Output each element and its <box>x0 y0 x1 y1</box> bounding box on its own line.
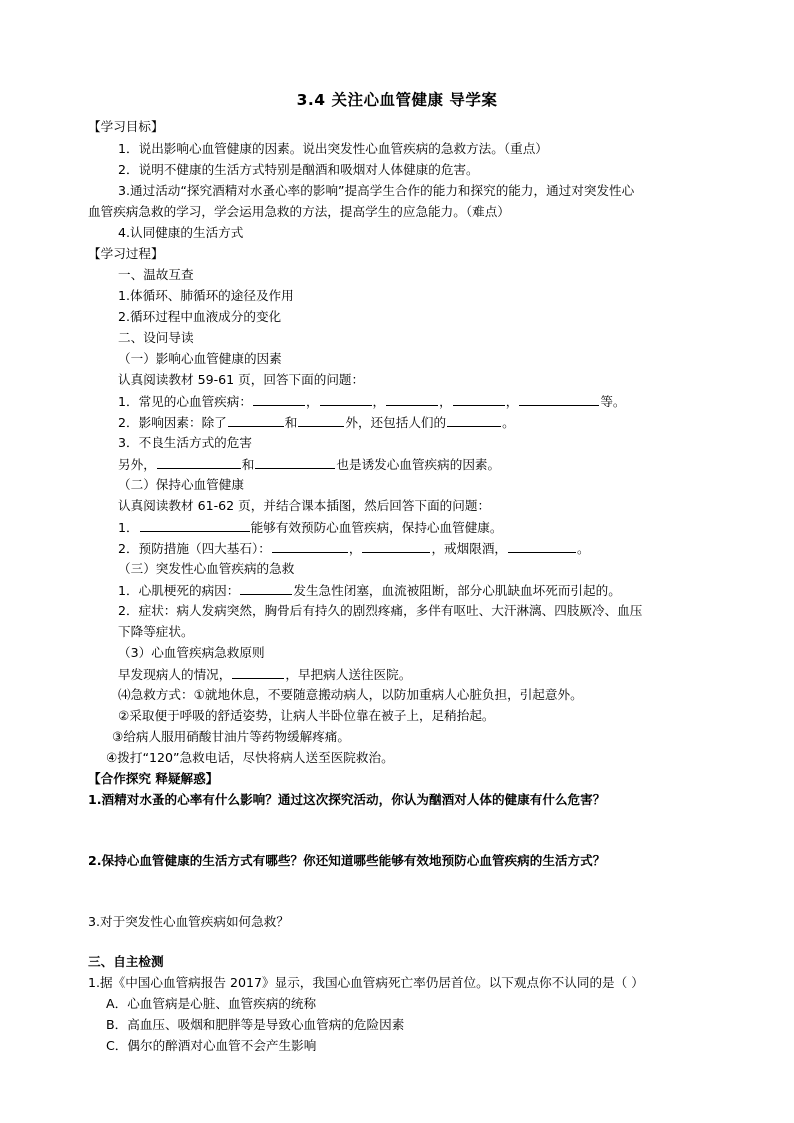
part1-q3: 3．不良生活方式的危害 <box>118 435 252 450</box>
q3-suffix: ，早把病人送往医院。 <box>285 667 412 682</box>
objectives-heading: 【学习目标】 <box>88 119 164 134</box>
part3-heading: （三）突发性心血管疾病的急救 <box>118 561 295 576</box>
answer-blank[interactable] <box>228 413 284 427</box>
q2-mid: 外，还包括人们的 <box>345 415 447 430</box>
objective-item: 3.通过活动“探究酒精对水蚤心率的影响”提高学生合作的能力和探究的能力，通过对突发性心 <box>118 183 635 198</box>
part3-q4-line1: ⑷急救方式：①就地休息，不要随意搬动病人，以防加重病人心脏负担，引起意外。 <box>118 687 583 702</box>
q2-suffix: 。 <box>502 415 515 430</box>
part2-q1 <box>118 518 502 537</box>
q1-suffix: 能够有效预防心血管疾病，保持心血管健康。 <box>250 520 503 535</box>
part3-q1 <box>118 581 621 600</box>
part2-heading: （二）保持心血管健康 <box>118 477 244 492</box>
q3-suffix: 也是诱发心血管疾病的因素。 <box>336 457 501 472</box>
process-heading: 【学习过程】 <box>88 246 164 261</box>
cooperation-q2: 2.保持心血管健康的生活方式有哪些？你还知道哪些能够有效地预防心血管疾病的生活方式？ <box>88 853 606 868</box>
self-test-heading: 三、自主检测 <box>88 954 164 969</box>
part3-q3-heading: （3）心血管疾病急救原则 <box>118 645 265 660</box>
answer-blank[interactable] <box>232 665 284 679</box>
part3-q3 <box>118 665 411 684</box>
page-title: 3.4 关注心血管健康 导学案 <box>296 91 498 109</box>
objective-item: 血管疾病急救的学习，学会运用急救的方法，提高学生的应急能力。（难点） <box>88 204 510 219</box>
answer-blank[interactable] <box>272 539 348 553</box>
part1-instruction: 认真阅读教材 59-61 页，回答下面的问题： <box>118 372 365 387</box>
part1-q2 <box>118 413 515 432</box>
part1-heading: （一）影响心血管健康的因素 <box>118 351 282 366</box>
answer-blank[interactable] <box>140 518 250 532</box>
self-test-q1: 1.据《中国心血管病报告 2017》显示，我国心血管病死亡率仍居首位。以下观点你不认同的是（ ） <box>88 975 644 990</box>
answer-blank[interactable] <box>320 392 372 406</box>
q2-suffix: 。 <box>577 541 590 556</box>
option-b: B．高血压、吸烟和肥胖等是导致心血管病的危险因素 <box>106 1017 405 1032</box>
q1-prefix: 1．心肌梗死的病因： <box>118 583 240 598</box>
answer-blank[interactable] <box>447 413 501 427</box>
q2-sep: ， <box>348 541 362 556</box>
q3-prefix: 另外， <box>118 457 156 472</box>
answer-blank[interactable] <box>386 392 438 406</box>
q3-prefix: 早发现病人的情况， <box>118 667 232 682</box>
guide-heading: 二、设问导读 <box>118 330 194 345</box>
q2-prefix: 2．预防措施（四大基石）： <box>118 541 271 556</box>
part3-q2-line1: 2．症状：病人发病突然，胸骨后有持久的剧烈疼痛，多伴有呕吐、大汗淋漓、四肢厥冷、血压 <box>118 603 643 618</box>
q1-suffix: 等。 <box>600 394 626 409</box>
part1-q3-line <box>118 455 500 474</box>
part3-q4-line4: ④拨打“120”急救电话，尽快将病人送至医院救治。 <box>106 750 394 765</box>
part2-instruction: 认真阅读教材 61-62 页，并结合课本插图，然后回答下面的问题： <box>118 498 491 513</box>
answer-blank[interactable] <box>157 455 241 469</box>
option-c: C．偶尔的醉酒对心血管不会产生影响 <box>106 1038 317 1053</box>
part3-q4-line2: ②采取便于呼吸的舒适姿势，让病人半卧位靠在被子上，足稍抬起。 <box>118 708 495 723</box>
q1-prefix: 1． <box>118 520 139 535</box>
objective-item: 2．说明不健康的生活方式特别是酗酒和吸烟对人体健康的危害。 <box>118 162 479 177</box>
part2-q2 <box>118 539 590 558</box>
answer-blank[interactable] <box>255 455 335 469</box>
answer-blank[interactable] <box>362 539 430 553</box>
q2-mid: 和 <box>284 415 298 430</box>
answer-blank[interactable] <box>298 413 344 427</box>
objective-item: 4.认同健康的生活方式 <box>118 225 244 240</box>
part1-q1: 1．常见的心血管疾病： ， ， ， ， 等。 <box>118 394 626 409</box>
review-heading: 一、温故互查 <box>118 267 194 282</box>
part3-q4-line3: ③给病人服用硝酸甘油片等药物缓解疼痛。 <box>112 729 350 744</box>
cooperation-heading: 【合作探究 释疑解惑】 <box>88 771 219 786</box>
cooperation-q1: 1.酒精对水蚤的心率有什么影响？通过这次探究活动，你认为酗酒对人体的健康有什么危害？ <box>88 792 606 807</box>
review-item: 1.体循环、肺循环的途径及作用 <box>118 288 294 303</box>
answer-blank[interactable] <box>253 392 305 406</box>
q2-prefix: 2．影响因素：除了 <box>118 415 227 430</box>
answer-blank[interactable] <box>519 392 599 406</box>
part3-q2-line2: 下降等症状。 <box>118 624 194 639</box>
q1-suffix: 发生急性闭塞，血流被阻断，部分心肌缺血坏死而引起的。 <box>293 583 621 598</box>
q3-mid: 和 <box>241 457 255 472</box>
objective-item: 1．说出影响心血管健康的因素。说出突发性心血管疾病的急救方法。（重点） <box>118 141 548 156</box>
answer-blank[interactable] <box>453 392 505 406</box>
cooperation-q3: 3.对于突发性心血管疾病如何急救？ <box>88 914 289 929</box>
answer-blank[interactable] <box>240 581 292 595</box>
review-item: 2.循环过程中血液成分的变化 <box>118 309 282 324</box>
q1-prefix: 1．常见的心血管疾病： <box>118 394 252 409</box>
q2-mid: ，戒烟限酒， <box>431 541 507 556</box>
answer-blank[interactable] <box>508 539 576 553</box>
option-a: A．心血管病是心脏、血管疾病的统称 <box>106 996 317 1011</box>
